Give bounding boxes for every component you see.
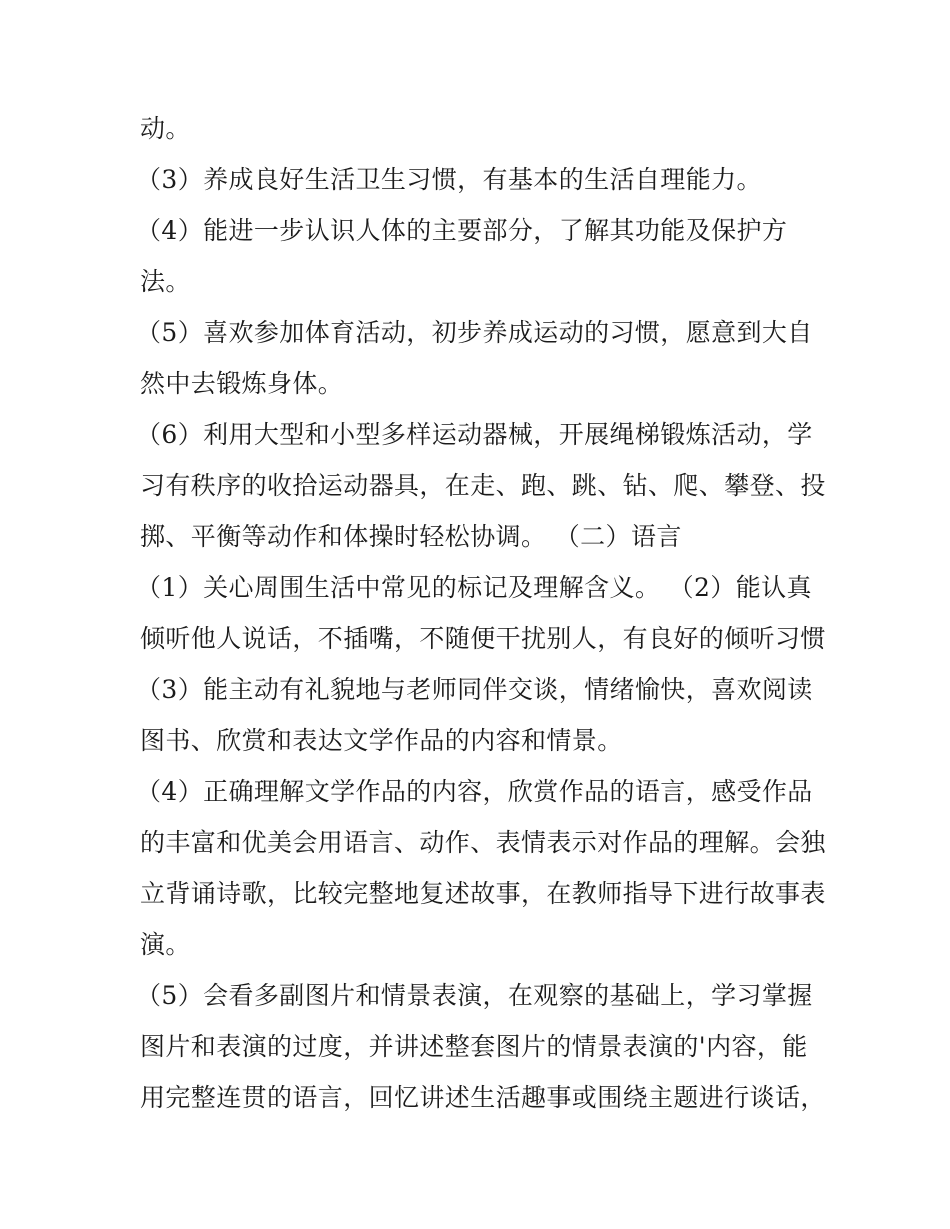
text-line: 图片和表演的过度，并讲述整套图片的情景表演的'内容，能 (140, 1032, 808, 1061)
text-line: （5）喜欢参加体育活动，初步养成运动的习惯，愿意到大自 (136, 318, 813, 347)
text-line: 动。 (140, 114, 191, 143)
text-line: 立背诵诗歌，比较完整地复述故事，在教师指导下进行故事表 (140, 879, 826, 908)
text-line: 的丰富和优美会用语言、动作、表情表示对作品的理解。会独 (140, 828, 826, 857)
text-line: 然中去锻炼身体。 (140, 369, 344, 398)
text-line: 用完整连贯的语言，回忆讲述生活趣事或围绕主题进行谈话， (140, 1083, 826, 1112)
document-body (136, 103, 830, 1123)
text-line: （4）能进一步认识人体的主要部分，了解其功能及保护方 (136, 216, 788, 245)
text-line: （4）正确理解文学作品的内容，欣赏作品的语言，感受作品 (136, 777, 813, 806)
text-line: （3）养成良好生活卫生习惯，有基本的生活自理能力。 (136, 165, 762, 194)
text-line: 倾听他人说话，不插嘴，不随便干扰别人，有良好的倾听习惯 (140, 624, 826, 653)
text-line: （1）关心周围生活中常见的标记及理解含义。 （2）能认真 (136, 573, 812, 602)
text-line: （5）会看多副图片和情景表演，在观察的基础上，学习掌握 (136, 981, 813, 1010)
text-line: 掷、平衡等动作和体操时轻松协调。 （二）语言 (140, 522, 682, 551)
text-line: 图书、欣赏和表达文学作品的内容和情景。 (140, 726, 623, 755)
text-line: （6）利用大型和小型多样运动器械，开展绳梯锻炼活动，学 (136, 420, 813, 449)
text-line: 演。 (140, 930, 191, 959)
text-line: 习有秩序的收拾运动器具，在走、跑、跳、钻、爬、攀登、投 (140, 471, 826, 500)
text-line: 法。 (140, 267, 191, 296)
text-line: （3）能主动有礼貌地与老师同伴交谈，情绪愉快，喜欢阅读 (136, 675, 813, 704)
